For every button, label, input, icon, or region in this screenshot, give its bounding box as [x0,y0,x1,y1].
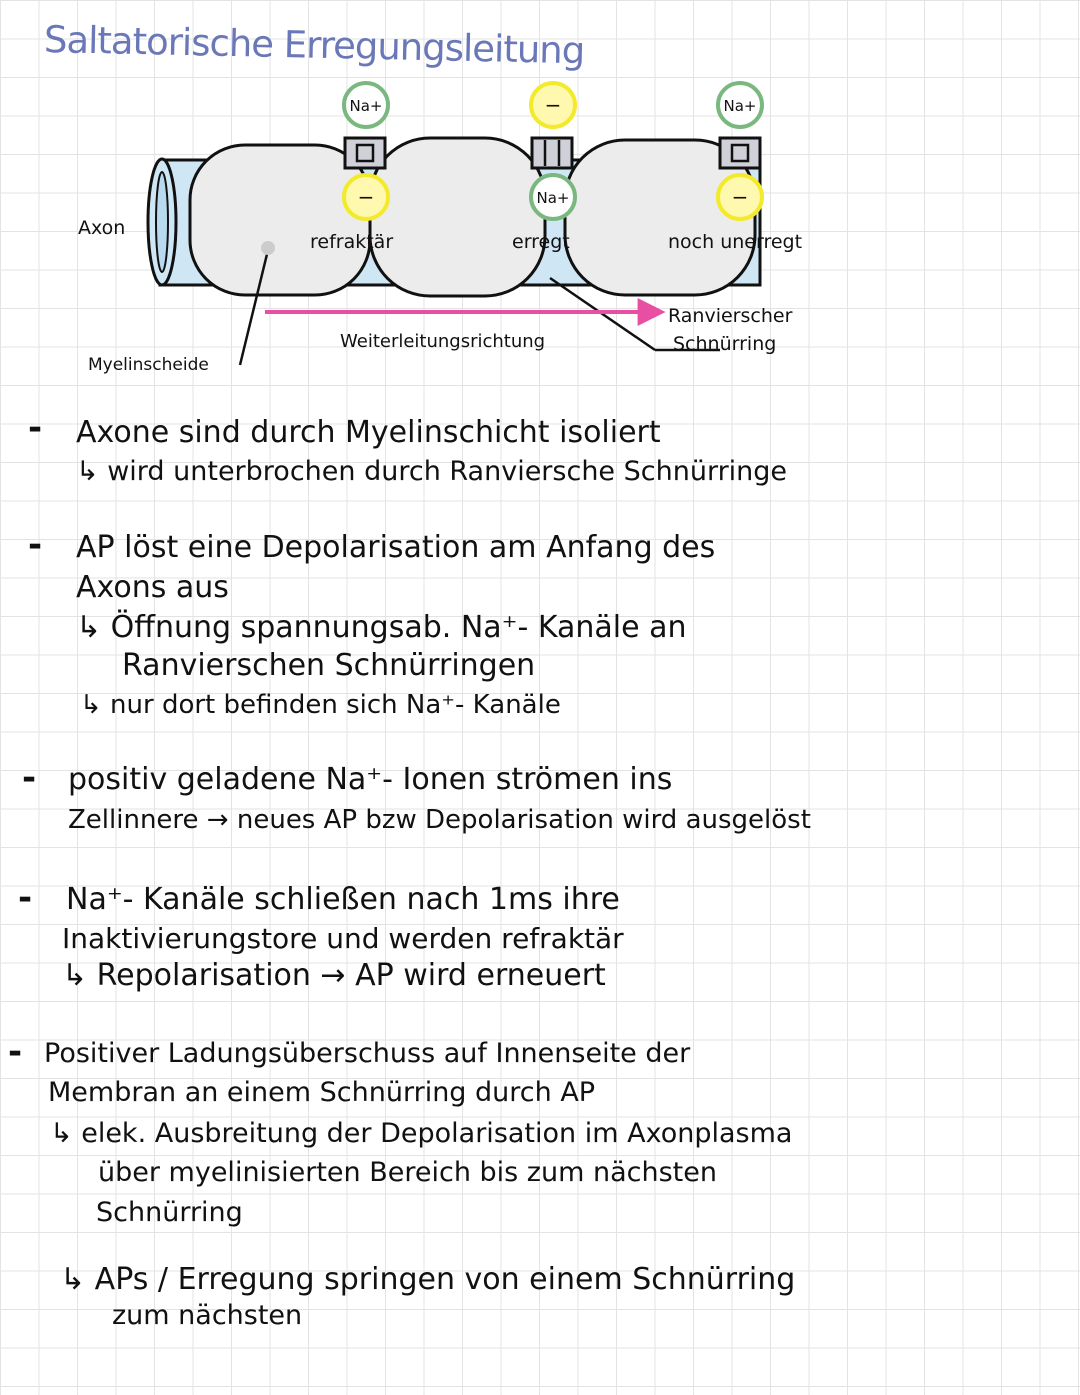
note-4-line-1: Na⁺- Kanäle schließen nach 1ms ihre [66,882,620,917]
myelin-segments [190,138,755,296]
bullet-dash-2: - [28,525,43,565]
note-5-line-3: ↳ elek. Ausbreitung der Depolarisation im Axonplasma [50,1118,793,1149]
note-2-line-2: Axons aus [76,570,229,605]
minus-ion-bottom-3 [718,175,762,219]
note-4-line-3: ↳ Repolarisation → AP wird erneuert [62,958,606,993]
bullet-dash-4: - [18,878,33,918]
na-channel-3 [720,138,760,168]
svg-text:Na+: Na+ [349,97,383,115]
note-2-line-1: AP löst eine Depolarisation am Anfang des [76,530,716,565]
note-5-line-6: ↳ APs / Erregung springen von einem Schnürring [60,1262,796,1297]
note-5-line-2: Membran an einem Schnürring durch AP [48,1077,596,1108]
svg-text:−: − [544,93,562,117]
note-2-line-3: ↳ Öffnung spannungsab. Na⁺- Kanäle an [76,610,687,645]
note-4-line-2: Inaktivierungstore und werden refraktär [62,922,624,955]
note-5-line-5: Schnürring [96,1197,243,1228]
ranvier-label-line-2: Schnürring [673,333,777,355]
na-ion-top-3 [718,83,762,127]
na-ion-top-1 [344,83,388,127]
svg-text:−: − [357,185,375,209]
note-2-line-5: ↳ nur dort befinden sich Na⁺- Kanäle [80,690,561,720]
myelin-label: Myelinscheide [88,355,209,375]
note-5-line-4: über myelinisierten Bereich bis zum nächsten [98,1157,717,1188]
minus-ion-bottom-1 [344,175,388,219]
saltatory-conduction-diagram [0,70,1080,390]
svg-text:Na+: Na+ [536,189,570,207]
svg-text:−: − [731,185,749,209]
bullet-dash-1: - [28,408,43,448]
na-channel-1 [345,138,385,168]
note-1-line-1: Axone sind durch Myelinschicht isoliert [76,415,661,450]
note-2-line-4: Ranvierschen Schnürringen [122,648,536,683]
minus-ion-top-2 [531,83,575,127]
na-ion-bottom-2 [531,175,575,219]
note-1-line-2: ↳ wird unterbrochen durch Ranviersche Schnürringe [76,456,788,487]
note-5-line-7: zum nächsten [112,1300,303,1331]
note-3-line-1: positiv geladene Na⁺- Ionen strömen ins [68,762,673,797]
axon-label: Axon [78,217,126,239]
svg-text:Na+: Na+ [723,97,757,115]
excited-label: erregt [512,231,570,253]
unexcited-label: noch unerregt [668,231,803,253]
page-title: Saltatorische Erregungsleitung [43,18,585,73]
na-channel-2 [532,138,572,168]
ranvier-label-line-1: Ranvierscher [668,305,793,327]
bullet-dash-3: - [22,758,37,798]
note-3-line-2: Zellinnere → neues AP bzw Depolarisation wird ausgelöst [68,805,811,835]
bullet-dash-5: - [8,1032,23,1072]
note-5-line-1: Positiver Ladungsüberschuss auf Innenseite der [44,1038,691,1069]
direction-label: Weiterleitungsrichtung [340,331,546,352]
refractory-label: refraktär [310,231,394,253]
